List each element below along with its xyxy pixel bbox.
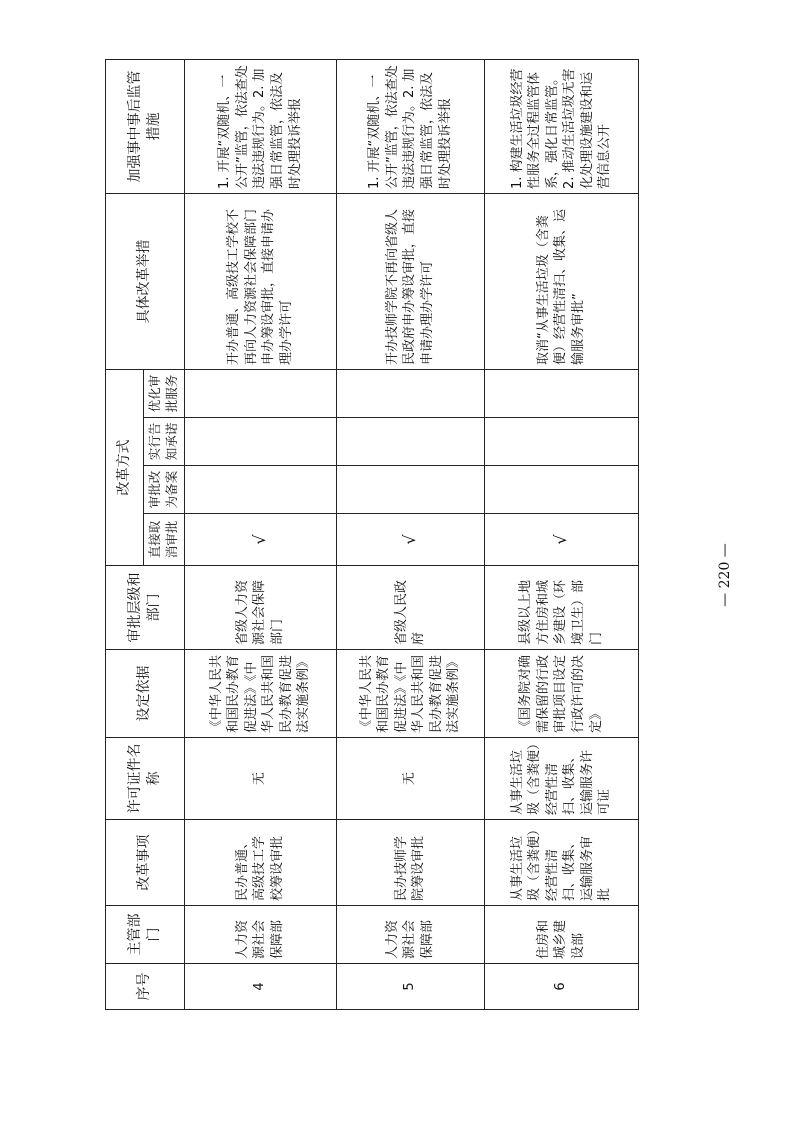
cell-measures: 取消“从事生活垃圾（含粪便）经营性清扫、收集、运输服务审批” — [484, 194, 638, 370]
cell-method-commitment — [484, 418, 638, 466]
cell-seq: 5 — [336, 964, 484, 1010]
cell-supervision: 1. 开展“双随机、一公开”监管，依法查处违法违规行为。2. 加强日常监管，依法及时处理投诉举报 — [336, 60, 484, 194]
cell-method-filing — [484, 466, 638, 514]
cell-dept: 人力资源社会保障部 — [184, 906, 336, 964]
cell-basis: 《中华人民共和国民办教育促进法》《中华人民共和国民办教育促进法实施条例》 — [184, 650, 336, 738]
cell-method-commitment — [336, 418, 484, 466]
cell-method-filing — [184, 466, 336, 514]
page-number — [710, 520, 740, 630]
table-row — [484, 60, 638, 1010]
cell-supervision: 1. 开展“双随机、一公开”监管，依法查处违法违规行为。2. 加强日常监管，依法及时处理投诉举报 — [184, 60, 336, 194]
cell-item: 从事生活垃圾（含粪便）经营性清扫、收集、运输服务审批 — [484, 820, 638, 906]
cell-seq: 6 — [484, 964, 638, 1010]
header-level: 审批层级和部门 — [106, 566, 185, 650]
cell-license: 无 — [336, 738, 484, 820]
cell-method-commitment — [184, 418, 336, 466]
cell-method-cancel: √ — [484, 514, 638, 566]
cell-seq: 4 — [184, 964, 336, 1010]
cell-license: 无 — [184, 738, 336, 820]
header-basis: 设定依据 — [106, 650, 185, 738]
cell-basis: 《国务院对确需保留的行政审批项目设定行政许可的决定》 — [484, 650, 638, 738]
cell-method-cancel: √ — [184, 514, 336, 566]
cell-dept: 住房和城乡建设部 — [484, 906, 638, 964]
header-method-commitment: 实行告知承诺 — [144, 418, 185, 466]
cell-method-cancel: √ — [336, 514, 484, 566]
header-method-filing: 审批改为备案 — [144, 466, 185, 514]
cell-method-optimize — [336, 370, 484, 418]
header-measures: 具体改革举措 — [106, 194, 185, 370]
cell-license: 从事生活垃圾（含粪便）经营性清扫、收集、运输服务许可证 — [484, 738, 638, 820]
header-supervision: 加强事中事后监管措施 — [106, 60, 185, 194]
rotated-page-content — [105, 60, 633, 1010]
header-method-cancel: 直接取消审批 — [144, 514, 185, 566]
header-item: 改革事项 — [106, 820, 185, 906]
header-seq: 序号 — [106, 964, 185, 1010]
cell-basis: 《中华人民共和国民办教育促进法》《中华人民共和国民办教育促进法实施条例》 — [336, 650, 484, 738]
cell-item: 民办普通、高级技工学校筹设审批 — [184, 820, 336, 906]
cell-measures: 开办普通、高级技工学校不再向人力资源社会保障部门申办筹设审批，直接申请办理办学许可 — [184, 194, 336, 370]
reform-table — [105, 59, 639, 1010]
cell-level: 省级人力资源社会保障部门 — [184, 566, 336, 650]
cell-level: 县级以上地方住房和城乡建设（环境卫生）部门 — [484, 566, 638, 650]
header-license: 许可证件名称 — [106, 738, 185, 820]
cell-method-optimize — [184, 370, 336, 418]
cell-method-optimize — [484, 370, 638, 418]
page-number-text: — 220 — — [717, 543, 733, 607]
header-dept: 主管部门 — [106, 906, 185, 964]
cell-dept: 人力资源社会保障部 — [336, 906, 484, 964]
cell-supervision: 1. 构建生活垃圾经营性服务全过程监管体系，强化日常监管。2. 推动生活垃圾无害化处理设施建设和运营信息公开 — [484, 60, 638, 194]
header-method: 改革方式 — [106, 370, 144, 566]
cell-method-filing — [336, 466, 484, 514]
cell-level: 省级人民政府 — [336, 566, 484, 650]
table-row — [184, 60, 336, 1010]
table-row — [336, 60, 484, 1010]
cell-item: 民办技师学院筹设审批 — [336, 820, 484, 906]
header-method-optimize: 优化审批服务 — [144, 370, 185, 418]
cell-measures: 开办技师学院不再向省级人民政府申办筹设审批，直接申请办理办学许可 — [336, 194, 484, 370]
